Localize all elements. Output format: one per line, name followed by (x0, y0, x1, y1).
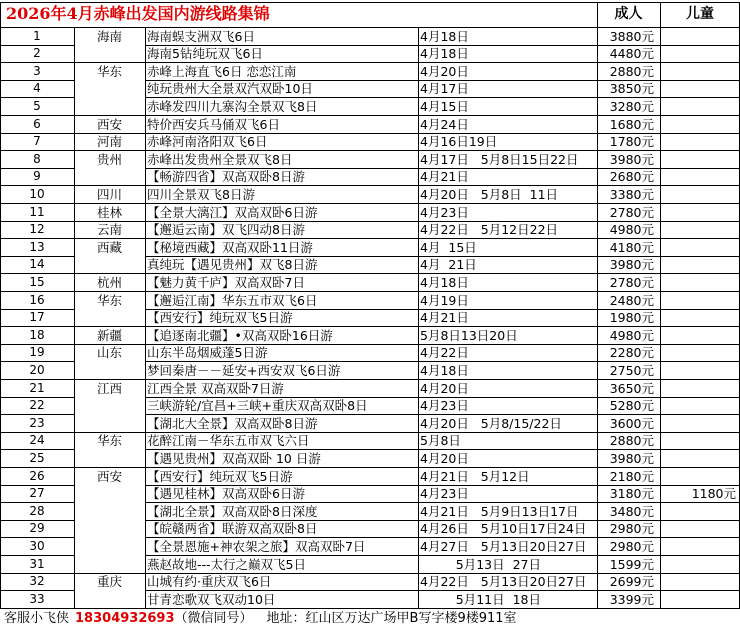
grid-line-row (145, 97, 740, 98)
departure-dates: 4月23日 (420, 486, 469, 502)
grid-line-row (0, 238, 74, 239)
row-number: 30 (29, 538, 45, 553)
grid-line-row (0, 326, 74, 327)
adult-price: 2180元 (609, 468, 654, 484)
grid-line-row (145, 203, 740, 204)
route-name: 山东半岛烟威蓬5日游 (147, 345, 268, 361)
adult-price: 3980元 (609, 257, 654, 273)
row-number: 16 (29, 292, 45, 307)
grid-line-row (0, 467, 74, 468)
departure-dates: 4月15日 (420, 98, 469, 114)
grid-line-row (0, 414, 74, 415)
adult-price: 3480元 (609, 503, 654, 519)
departure-dates: 4月16日19日 (420, 134, 498, 150)
adult-price: 4980元 (609, 222, 654, 238)
departure-dates: 4月17日 5月8日15日22日 (420, 151, 579, 167)
route-name: 海南蜈支洲双飞6日 (147, 28, 255, 44)
departure-dates: 4月22日 (420, 345, 469, 361)
row-number: 25 (29, 450, 45, 465)
grid-line-region (74, 150, 145, 151)
adult-price: 4480元 (609, 46, 654, 62)
row-number: 24 (29, 433, 45, 448)
row-number: 13 (29, 239, 45, 254)
departure-dates: 4月24日 (420, 116, 469, 132)
departure-dates: 4月17日 (420, 81, 469, 97)
row-number: 22 (29, 398, 45, 413)
adult-price: 1780元 (609, 134, 654, 150)
grid-line-row (145, 537, 740, 538)
adult-price: 2780元 (609, 274, 654, 290)
contact-footer (4, 610, 734, 628)
departure-dates: 4月20日 (420, 380, 469, 396)
route-name: 海南5钻纯玩双飞6日 (147, 46, 263, 62)
row-region: 海南 (96, 28, 122, 44)
grid-line-row (145, 62, 740, 63)
adult-price: 2980元 (609, 538, 654, 554)
departure-dates: 4月18日 (420, 28, 469, 44)
adult-price: 2480元 (609, 292, 654, 308)
address: 地址：红山区万达广场甲B写字楼9楼911室 (266, 610, 517, 626)
row-region: 贵州 (96, 151, 122, 167)
grid-line-row (0, 397, 74, 398)
grid-line-row (0, 80, 74, 81)
route-name: 【湖北全景】双高双卧8日深度 (147, 503, 318, 519)
grid-line-row (0, 432, 74, 433)
grid-line-row (145, 397, 740, 398)
grid-line-row (0, 309, 74, 310)
grid-line-row (145, 133, 740, 134)
row-region: 华东 (96, 433, 122, 449)
adult-price: 2680元 (609, 169, 654, 185)
departure-dates: 4月20日 (420, 450, 469, 466)
grid-line-row (145, 273, 740, 274)
departure-dates: 5月8日 (420, 433, 461, 449)
adult-price: 2699元 (609, 574, 654, 590)
grid-line-row (145, 291, 740, 292)
grid-line-region (74, 203, 145, 204)
route-name: 【遇见贵州】双高双卧 10 日游 (147, 450, 321, 466)
row-region: 西藏 (96, 239, 122, 255)
departure-dates: 4月18日 (420, 46, 469, 62)
row-number: 4 (33, 81, 41, 96)
grid-line-region (74, 221, 145, 222)
grid-line-row (145, 485, 740, 486)
adult-price: 2880元 (609, 63, 654, 79)
departure-dates: 4月21日 (420, 310, 469, 326)
grid-line-row (145, 573, 740, 574)
row-number: 9 (33, 169, 41, 184)
departure-dates: 4月21日 (420, 169, 469, 185)
adult-price: 4980元 (609, 327, 654, 343)
row-number: 31 (29, 556, 45, 571)
grid-line-region (74, 573, 145, 574)
grid-line-col (74, 27, 75, 608)
grid-line-row (145, 326, 740, 327)
row-number: 3 (33, 63, 41, 78)
adult-price: 2750元 (609, 362, 654, 378)
grid-line-row (145, 238, 740, 239)
grid-line-row (145, 502, 740, 503)
route-name: 花醉江南－华东五市双飞六日 (147, 433, 310, 449)
route-name: 【全景大漓江】双高双卧6日游 (147, 204, 318, 220)
grid-line-region (74, 133, 145, 134)
route-name: 【邂逅江南】华东五市双飞6日 (147, 292, 318, 308)
grid-line-row (0, 62, 74, 63)
row-region: 桂林 (96, 204, 122, 220)
route-name: 江西全景 双高双卧7日游 (147, 380, 284, 396)
row-number: 14 (29, 257, 45, 272)
departure-dates: 4月20日 5月8日 11日 (420, 186, 559, 202)
departure-dates: 4月18日 (420, 362, 469, 378)
row-number: 1 (33, 28, 41, 43)
wechat-note: （微信同号） (174, 610, 253, 626)
departure-dates: 4月18日 (420, 274, 469, 290)
departure-dates: 4月19日 (420, 292, 469, 308)
grid-line-row (0, 45, 74, 46)
departure-dates: 4月22日 5月13日20日27日 (420, 574, 587, 590)
grid-line-row (145, 115, 740, 116)
departure-dates: 4月21日 5月9日13日17日 (420, 503, 579, 519)
grid-line-row (145, 309, 740, 310)
row-number: 7 (33, 134, 41, 149)
grid-line-region (74, 62, 145, 63)
header-adult: 成人 (614, 6, 643, 22)
adult-price: 3180元 (609, 486, 654, 502)
route-name: 【遇见桂林】双高双卧6日游 (147, 486, 305, 502)
grid-line-col (145, 27, 146, 608)
route-name: 【邂逅云南】双飞四动8日游 (147, 222, 305, 238)
route-name: 【畅游四省】双高双卧8日游 (147, 169, 305, 185)
grid-line-region (74, 467, 145, 468)
route-name: 【魅力黄千庐】双高双卧7日 (147, 274, 305, 290)
adult-price: 2280元 (609, 345, 654, 361)
grid-line-row (0, 273, 74, 274)
grid-line-row (0, 590, 74, 591)
adult-price: 1680元 (609, 116, 654, 132)
row-region: 西安 (96, 116, 122, 132)
grid-line-row (0, 344, 74, 345)
row-number: 6 (33, 116, 41, 131)
departure-dates: 5月13日 27日 (420, 556, 541, 572)
grid-line-col (0, 2, 1, 608)
row-region: 重庆 (96, 574, 122, 590)
adult-price: 3850元 (609, 81, 654, 97)
header-child: 儿童 (686, 6, 714, 22)
adult-price: 3980元 (609, 151, 654, 167)
row-number: 2 (33, 46, 41, 61)
grid-line-row (145, 256, 740, 257)
grid-line-row (145, 449, 740, 450)
row-number: 12 (29, 222, 45, 237)
row-number: 33 (29, 591, 45, 606)
row-number: 19 (29, 345, 45, 360)
route-name: 【秘境西藏】双高双卧11日游 (147, 239, 313, 255)
departure-dates: 4月20日 5月8/15/22日 (420, 415, 562, 431)
route-name: 纯玩贵州大全景双汽双卧10日 (147, 81, 313, 97)
grid-line-row (145, 361, 740, 362)
grid-line-row (145, 608, 740, 609)
row-number: 26 (29, 468, 45, 483)
grid-line-row (145, 344, 740, 345)
row-number: 17 (29, 310, 45, 325)
phone-number: 18304932693 (75, 610, 175, 626)
grid-line-row (145, 414, 740, 415)
row-number: 5 (33, 98, 41, 113)
grid-line-row (0, 449, 74, 450)
route-name: 赤峰河南洛阳双飞6日 (147, 134, 268, 150)
departure-dates: 4月20日 (420, 63, 469, 79)
grid-line-region (74, 115, 145, 116)
route-name: 【西安行】纯玩双飞5日游 (147, 310, 293, 326)
route-name: 【追逐南北疆】•双高双卧16日游 (147, 327, 333, 343)
departure-dates: 4月26日 5月10日17日24日 (420, 521, 587, 537)
grid-line-row (145, 80, 740, 81)
grid-line-row (0, 520, 74, 521)
row-number: 15 (29, 274, 45, 289)
grid-line-row (0, 185, 74, 186)
row-region: 河南 (96, 134, 122, 150)
grid-line-region (74, 344, 145, 345)
adult-price: 3980元 (609, 450, 654, 466)
row-region: 西安 (96, 468, 122, 484)
grid-line-row (0, 168, 74, 169)
departure-dates: 5月8日13日20日 (420, 327, 518, 343)
grid-line-row (0, 608, 74, 609)
departure-dates: 4月21日 5月12日 (420, 468, 530, 484)
route-name: 【湖北大全景】双高双卧8日游 (147, 415, 318, 431)
child-price: 1180元 (691, 486, 736, 502)
row-number: 21 (29, 380, 45, 395)
adult-price: 1599元 (609, 556, 654, 572)
row-number: 11 (29, 204, 45, 219)
adult-price: 3380元 (609, 186, 654, 202)
grid-line-top (0, 2, 740, 3)
route-name: 真纯玩【遇见贵州】双飞8日游 (147, 257, 318, 273)
row-region: 新疆 (96, 327, 122, 343)
grid-line-header (0, 27, 740, 28)
adult-price: 1980元 (609, 310, 654, 326)
row-number: 8 (33, 151, 41, 166)
grid-line-region (74, 185, 145, 186)
row-region: 四川 (96, 186, 122, 202)
grid-line-row (0, 256, 74, 257)
departure-dates: 5月11日 18日 (420, 591, 541, 607)
grid-line-row (0, 150, 74, 151)
grid-line-row (0, 502, 74, 503)
row-region: 华东 (96, 63, 122, 79)
grid-line-row (145, 150, 740, 151)
grid-line-row (145, 221, 740, 222)
route-name: 山城有约·重庆双飞6日 (147, 574, 272, 590)
grid-line-region (74, 238, 145, 239)
grid-line-row (145, 520, 740, 521)
grid-line-row (0, 361, 74, 362)
row-number: 10 (29, 186, 45, 201)
grid-line-row (0, 221, 74, 222)
adult-price: 3280元 (609, 98, 654, 114)
departure-dates: 4月22日 5月12日22日 (420, 222, 559, 238)
grid-line-row (0, 555, 74, 556)
grid-line-row (0, 537, 74, 538)
row-region: 云南 (96, 222, 122, 238)
grid-line-row (145, 467, 740, 468)
grid-line-row (0, 291, 74, 292)
grid-line-row (145, 590, 740, 591)
departure-dates: 4月23日 (420, 204, 469, 220)
grid-line-row (0, 485, 74, 486)
grid-line-row (0, 573, 74, 574)
grid-line-row (145, 432, 740, 433)
row-number: 23 (29, 415, 45, 430)
grid-line-row (0, 203, 74, 204)
row-number: 28 (29, 503, 45, 518)
departure-dates: 4月23日 (420, 398, 469, 414)
route-name: 赤峰出发贵州全景双飞8日 (147, 151, 293, 167)
adult-price: 3399元 (609, 591, 654, 607)
row-number: 29 (29, 521, 45, 536)
grid-line-row (145, 168, 740, 169)
grid-line-row (145, 45, 740, 46)
grid-line-row (145, 379, 740, 380)
grid-line-region (74, 379, 145, 380)
grid-line-region (74, 291, 145, 292)
adult-price: 2880元 (609, 433, 654, 449)
row-region: 杭州 (96, 274, 122, 290)
row-number: 20 (29, 362, 45, 377)
grid-line-region (74, 326, 145, 327)
row-region: 江西 (96, 380, 122, 396)
grid-line-region (74, 432, 145, 433)
row-region: 山东 (96, 345, 122, 361)
route-name: 三峡游轮/宜昌+三峡+重庆双高双卧8日 (147, 398, 368, 414)
adult-price: 4180元 (609, 239, 654, 255)
route-name: 甘青恋歌双飞双动10日 (147, 591, 276, 607)
row-number: 27 (29, 486, 45, 501)
route-name: 赤峰上海直飞6日 恋恋江南 (147, 63, 297, 79)
grid-line-col (660, 2, 661, 608)
grid-line-row (0, 133, 74, 134)
adult-price: 3880元 (609, 28, 654, 44)
row-number: 32 (29, 574, 45, 589)
grid-line-col (418, 27, 419, 608)
grid-line-row (0, 115, 74, 116)
grid-line-row (145, 555, 740, 556)
grid-line-region (74, 608, 145, 609)
grid-line-row (0, 97, 74, 98)
row-number: 18 (29, 327, 45, 342)
route-name: 【皖赣两省】联游双高双卧8日 (147, 521, 318, 537)
grid-line-row (0, 379, 74, 380)
adult-price: 5280元 (609, 398, 654, 414)
grid-line-col (597, 2, 598, 608)
route-name: 特价西安兵马俑双飞6日 (147, 116, 280, 132)
route-name: 燕赵故地---太行之巅双飞5日 (147, 556, 306, 572)
sheet-title: 2026年4月赤峰出发国内游线路集锦 (6, 4, 270, 23)
route-name: 赤峰发四川九寨沟全景双飞8日 (147, 98, 318, 114)
departure-dates: 4月 21日 (420, 257, 477, 273)
departure-dates: 4月27日 5月13日20日27日 (420, 538, 587, 554)
grid-line-row (145, 185, 740, 186)
footer-label: 客服小飞侠 (4, 610, 70, 626)
adult-price: 2980元 (609, 521, 654, 537)
route-name: 【全景恩施+神农架之旅】双高双卧7日 (147, 538, 366, 554)
route-name: 四川全景双飞8日游 (147, 186, 255, 202)
adult-price: 3600元 (609, 415, 654, 431)
route-name: 梦回秦唐－－延安+西安双飞6日游 (147, 362, 341, 378)
route-name: 【西安行】纯玩双飞5日游 (147, 468, 293, 484)
adult-price: 3650元 (609, 380, 654, 396)
row-region: 华东 (96, 292, 122, 308)
adult-price: 2780元 (609, 204, 654, 220)
grid-line-region (74, 273, 145, 274)
departure-dates: 4月 15日 (420, 239, 477, 255)
